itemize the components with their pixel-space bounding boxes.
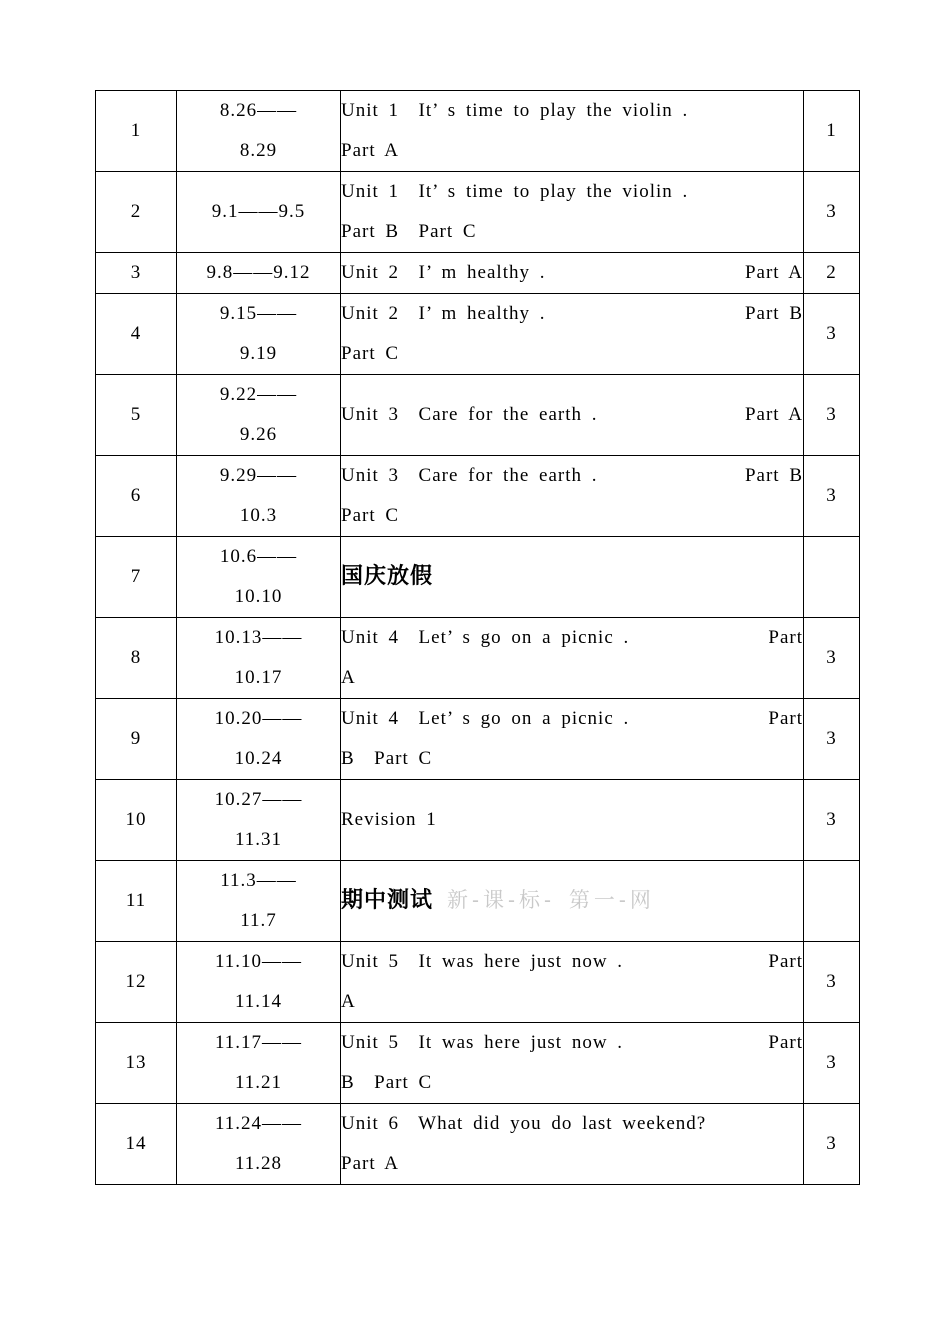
date-line: 10.6—— bbox=[219, 546, 298, 567]
content-line bbox=[341, 556, 803, 598]
content-text: Revision 1 bbox=[341, 809, 437, 830]
content-text: Unit 3 Care for the earth . bbox=[341, 404, 598, 425]
date-line: 10.17 bbox=[234, 667, 283, 688]
periods-cell bbox=[804, 537, 860, 618]
date-line: 11.24—— bbox=[214, 1113, 303, 1134]
content-cell bbox=[341, 456, 804, 537]
week-cell: 6 bbox=[96, 456, 177, 537]
content-text-right: Part bbox=[768, 627, 803, 648]
week-cell: 4 bbox=[96, 294, 177, 375]
content-text: B Part C bbox=[341, 1072, 433, 1093]
date-line: 11.21 bbox=[234, 1072, 283, 1093]
content-cell bbox=[341, 1104, 804, 1185]
content-text: Unit 2 I’ m healthy . bbox=[341, 262, 546, 283]
content-text: Unit 1 It’ s time to play the violin . bbox=[341, 100, 689, 121]
date-cell bbox=[177, 294, 341, 375]
periods-cell: 1 bbox=[804, 91, 860, 172]
content-line bbox=[341, 800, 803, 840]
table-row bbox=[96, 618, 860, 699]
date-line: 11.28 bbox=[234, 1153, 283, 1174]
periods-cell: 3 bbox=[804, 1104, 860, 1185]
content-line bbox=[341, 456, 803, 496]
content-text: Unit 6 What did you do last weekend? bbox=[341, 1113, 707, 1134]
content-text: Part C bbox=[341, 343, 400, 364]
content-cell bbox=[341, 172, 804, 253]
date-line: 10.20—— bbox=[214, 708, 303, 729]
content-cell bbox=[341, 699, 804, 780]
date-line: 11.14 bbox=[234, 991, 283, 1012]
content-text-right: Part bbox=[768, 708, 803, 729]
table-row bbox=[96, 942, 860, 1023]
date-line: 8.29 bbox=[239, 140, 278, 161]
content-line bbox=[341, 395, 803, 435]
table-row bbox=[96, 253, 860, 294]
table-row bbox=[96, 1023, 860, 1104]
content-text: Part C bbox=[341, 505, 400, 526]
table-row bbox=[96, 537, 860, 618]
content-line bbox=[341, 699, 803, 739]
week-cell: 12 bbox=[96, 942, 177, 1023]
content-text-right: Part A bbox=[744, 404, 803, 425]
content-cell bbox=[341, 253, 804, 294]
content-text: Part B Part C bbox=[341, 221, 477, 242]
content-cell bbox=[341, 375, 804, 456]
content-text: Unit 3 Care for the earth . bbox=[341, 465, 598, 486]
week-cell: 2 bbox=[96, 172, 177, 253]
content-line bbox=[341, 1063, 803, 1103]
content-line bbox=[341, 172, 803, 212]
table-row bbox=[96, 294, 860, 375]
date-cell bbox=[177, 253, 341, 294]
date-line: 11.3—— bbox=[220, 870, 297, 891]
content-line bbox=[341, 131, 803, 171]
content-text: B Part C bbox=[341, 748, 433, 769]
date-line: 9.29—— bbox=[219, 465, 298, 486]
date-line: 11.17—— bbox=[214, 1032, 303, 1053]
date-line: 10.13—— bbox=[214, 627, 303, 648]
date-line: 9.26 bbox=[239, 424, 278, 445]
periods-cell: 3 bbox=[804, 172, 860, 253]
content-text: Part A bbox=[341, 140, 400, 161]
content-line bbox=[341, 253, 803, 293]
content-line bbox=[341, 982, 803, 1022]
content-text: Unit 2 I’ m healthy . bbox=[341, 303, 546, 324]
week-cell: 13 bbox=[96, 1023, 177, 1104]
content-line bbox=[341, 658, 803, 698]
date-line: 9.22—— bbox=[219, 384, 298, 405]
week-cell: 5 bbox=[96, 375, 177, 456]
content-line bbox=[341, 1144, 803, 1184]
content-text: Unit 4 Let’ s go on a picnic . bbox=[341, 627, 630, 648]
date-line: 10.27—— bbox=[214, 789, 303, 810]
week-cell: 7 bbox=[96, 537, 177, 618]
date-line: 10.10 bbox=[234, 586, 283, 607]
date-cell bbox=[177, 537, 341, 618]
periods-cell bbox=[804, 861, 860, 942]
content-text: A bbox=[341, 667, 356, 688]
content-line bbox=[341, 334, 803, 374]
schedule-table bbox=[95, 90, 860, 1185]
date-line: 11.10—— bbox=[214, 951, 303, 972]
table-row bbox=[96, 780, 860, 861]
week-cell: 10 bbox=[96, 780, 177, 861]
date-cell bbox=[177, 861, 341, 942]
periods-cell: 3 bbox=[804, 699, 860, 780]
schedule-table-body bbox=[96, 91, 860, 1185]
table-row bbox=[96, 456, 860, 537]
content-text: Unit 5 It was here just now . bbox=[341, 1032, 624, 1053]
table-row bbox=[96, 91, 860, 172]
table-row bbox=[96, 172, 860, 253]
date-line: 11.31 bbox=[234, 829, 283, 850]
date-line: 10.3 bbox=[239, 505, 278, 526]
content-cell bbox=[341, 294, 804, 375]
content-cell bbox=[341, 942, 804, 1023]
content-line bbox=[341, 212, 803, 252]
content-cell bbox=[341, 618, 804, 699]
content-line bbox=[341, 1023, 803, 1063]
periods-cell: 3 bbox=[804, 294, 860, 375]
table-row bbox=[96, 699, 860, 780]
content-text-right: Part bbox=[768, 1032, 803, 1053]
content-cell bbox=[341, 780, 804, 861]
watermark: 新-课-标- 第一-网 bbox=[447, 889, 655, 912]
content-line bbox=[341, 294, 803, 334]
content-line bbox=[341, 880, 803, 922]
content-line bbox=[341, 739, 803, 779]
content-line bbox=[341, 618, 803, 658]
content-text: Unit 1 It’ s time to play the violin . bbox=[341, 181, 689, 202]
date-cell bbox=[177, 942, 341, 1023]
content-line bbox=[341, 91, 803, 131]
date-cell bbox=[177, 1104, 341, 1185]
content-text-right: Part A bbox=[744, 262, 803, 283]
week-cell: 9 bbox=[96, 699, 177, 780]
periods-cell: 2 bbox=[804, 253, 860, 294]
week-cell: 1 bbox=[96, 91, 177, 172]
periods-cell: 3 bbox=[804, 456, 860, 537]
table-row bbox=[96, 861, 860, 942]
content-cell bbox=[341, 537, 804, 618]
date-cell bbox=[177, 618, 341, 699]
periods-cell: 3 bbox=[804, 942, 860, 1023]
date-cell bbox=[177, 1023, 341, 1104]
content-line bbox=[341, 942, 803, 982]
periods-cell: 3 bbox=[804, 1023, 860, 1104]
content-text: 期中测试 bbox=[341, 887, 434, 912]
content-cell bbox=[341, 91, 804, 172]
date-cell bbox=[177, 91, 341, 172]
content-text: A bbox=[341, 991, 356, 1012]
week-cell: 14 bbox=[96, 1104, 177, 1185]
content-text-right: Part bbox=[768, 951, 803, 972]
date-cell bbox=[177, 780, 341, 861]
week-cell: 11 bbox=[96, 861, 177, 942]
periods-cell: 3 bbox=[804, 618, 860, 699]
table-row bbox=[96, 375, 860, 456]
content-text-right: Part B bbox=[744, 465, 803, 486]
date-cell bbox=[177, 172, 341, 253]
content-cell bbox=[341, 1023, 804, 1104]
content-text: Part A bbox=[341, 1153, 400, 1174]
date-line: 11.7 bbox=[240, 910, 277, 931]
date-line: 9.15—— bbox=[219, 303, 298, 324]
date-line: 9.19 bbox=[239, 343, 278, 364]
date-cell bbox=[177, 456, 341, 537]
content-text: Unit 5 It was here just now . bbox=[341, 951, 624, 972]
periods-cell: 3 bbox=[804, 375, 860, 456]
date-line: 10.24 bbox=[234, 748, 283, 769]
periods-cell: 3 bbox=[804, 780, 860, 861]
content-text: Unit 4 Let’ s go on a picnic . bbox=[341, 708, 630, 729]
date-cell bbox=[177, 375, 341, 456]
content-line bbox=[341, 1104, 803, 1144]
content-text: 国庆放假 bbox=[341, 563, 434, 588]
content-cell bbox=[341, 861, 804, 942]
content-line bbox=[341, 496, 803, 536]
date-line: 9.8——9.12 bbox=[206, 262, 311, 283]
table-row bbox=[96, 1104, 860, 1185]
week-cell: 8 bbox=[96, 618, 177, 699]
date-line: 9.1——9.5 bbox=[211, 201, 306, 222]
content-text-right: Part B bbox=[744, 303, 803, 324]
date-cell bbox=[177, 699, 341, 780]
date-line: 8.26—— bbox=[219, 100, 298, 121]
week-cell: 3 bbox=[96, 253, 177, 294]
